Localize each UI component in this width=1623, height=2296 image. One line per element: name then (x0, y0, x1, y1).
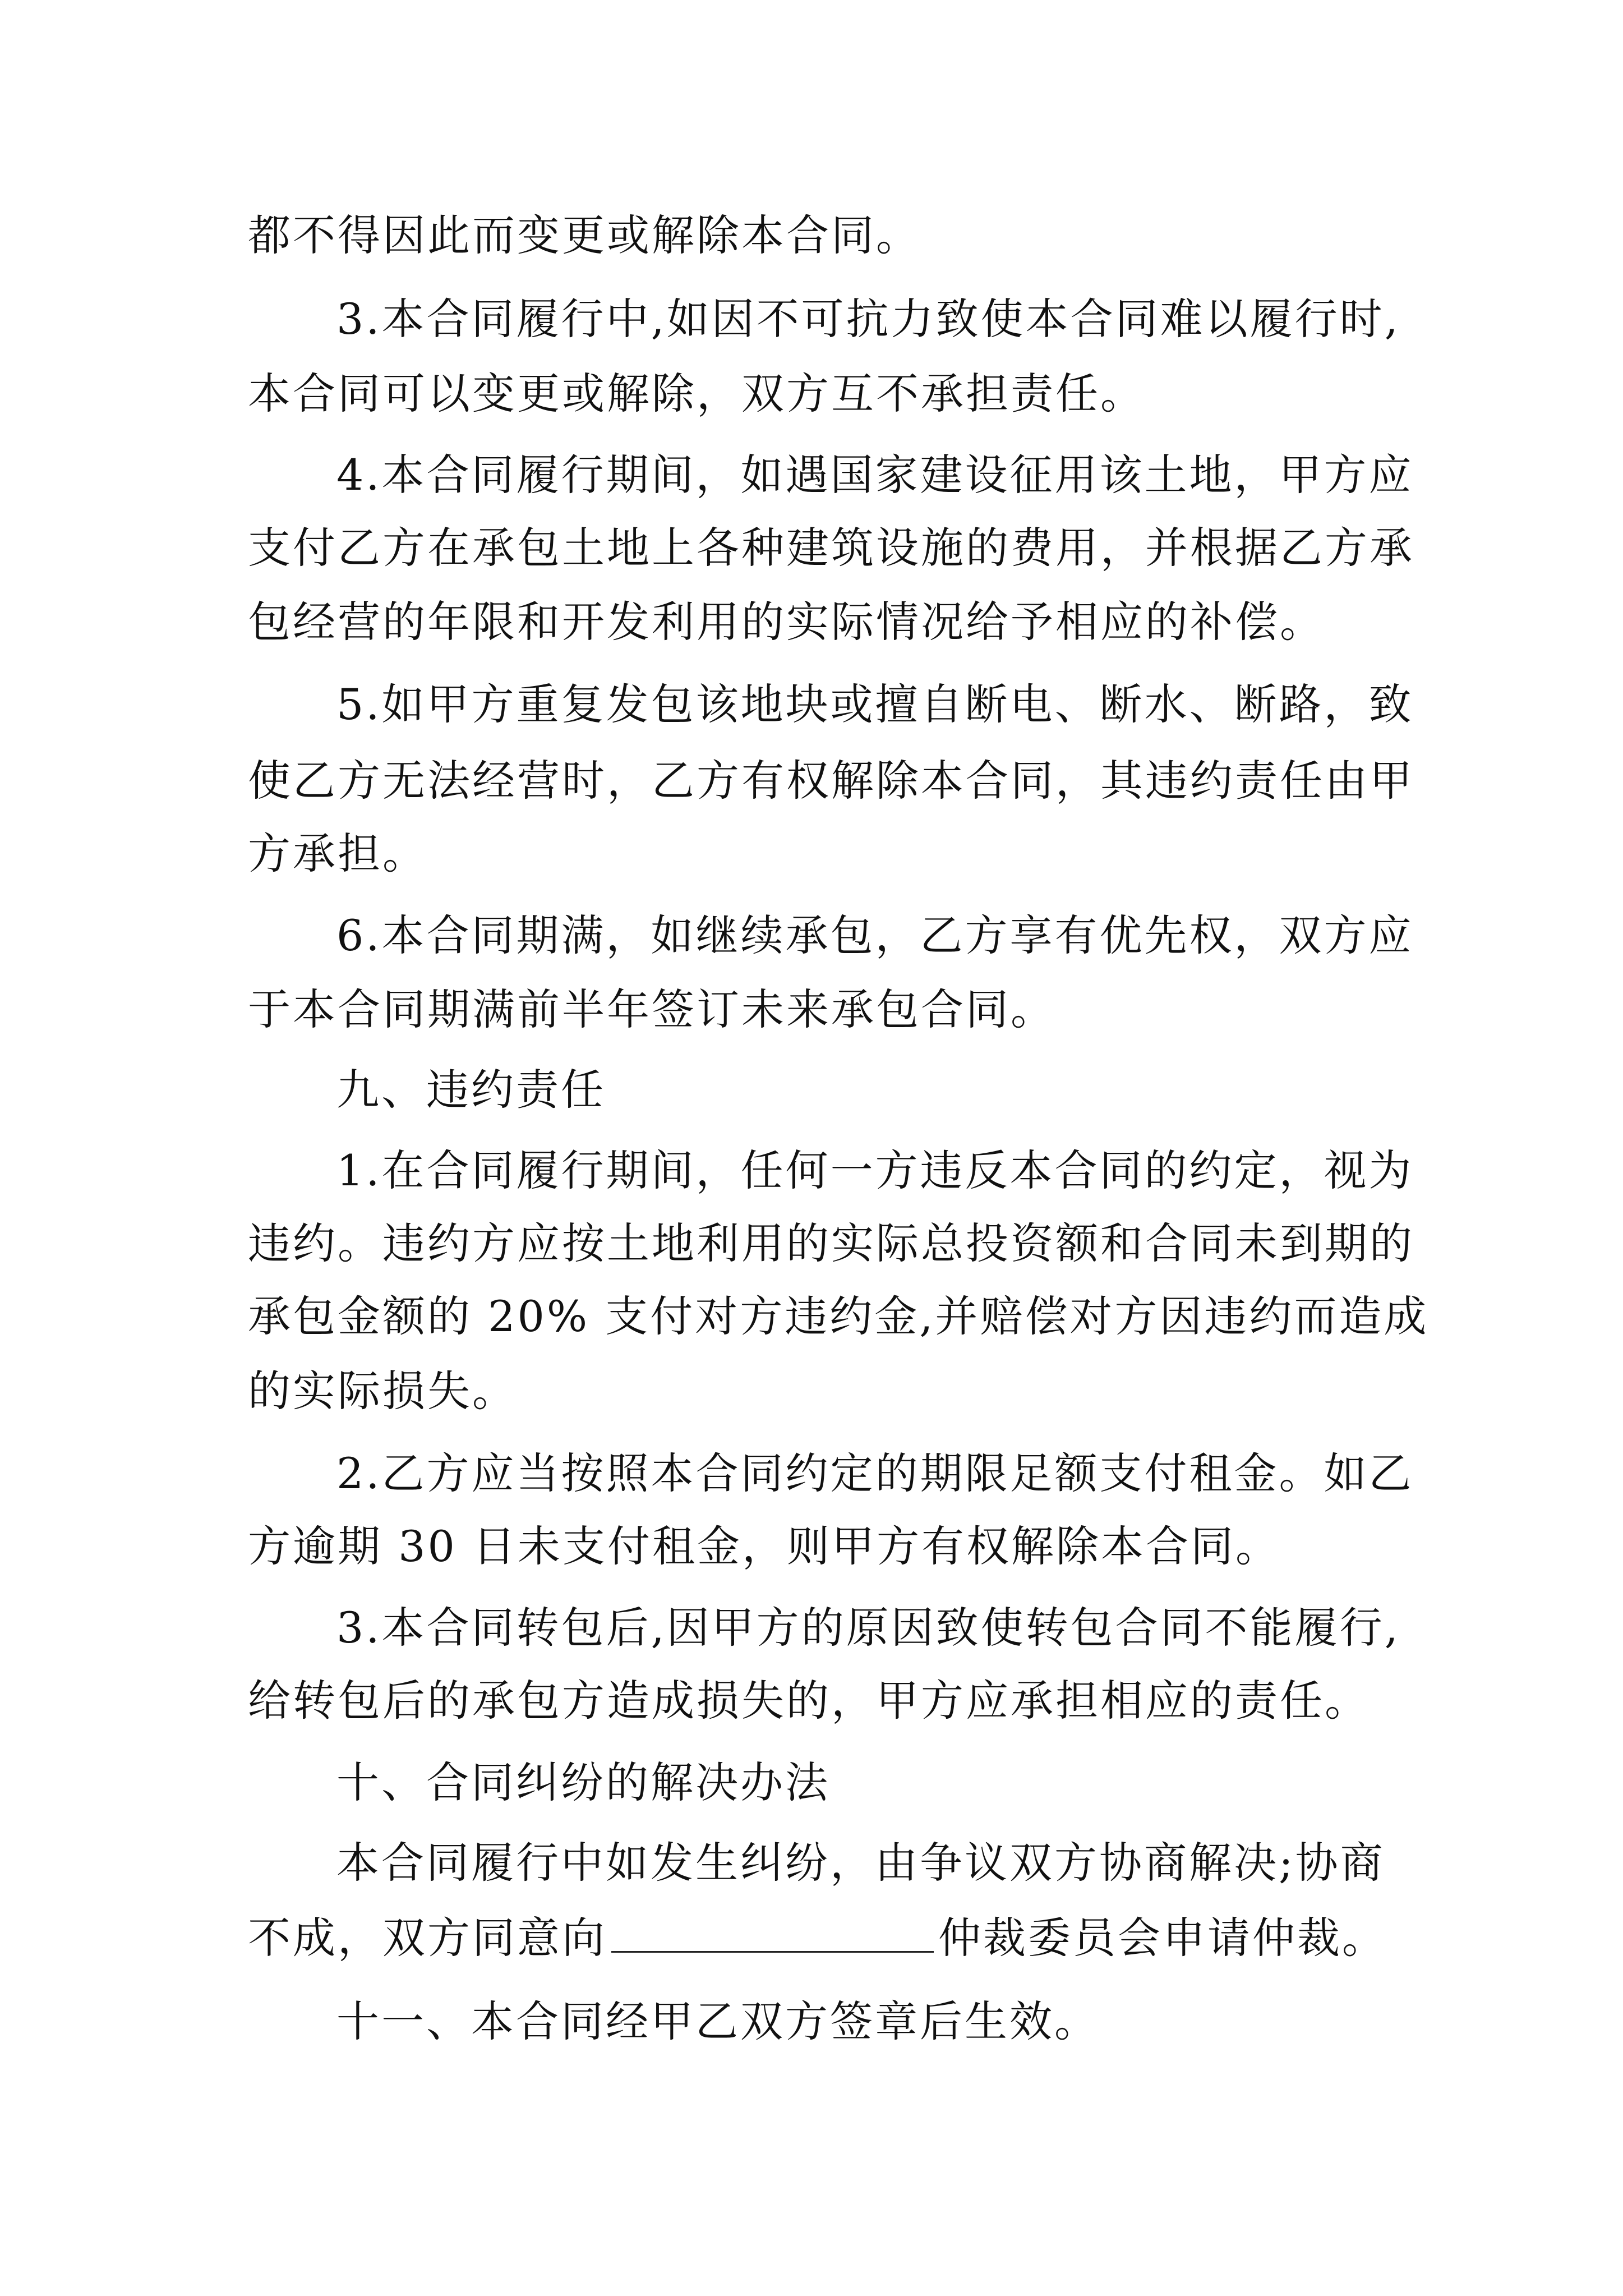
text-line: 6.本合同期满，如继续承包，乙方享有优先权，双方应 (336, 910, 1414, 960)
text-line: 1.在合同履行期间，任何一方违反本合同的约定，视为 (336, 1145, 1414, 1195)
text-line: 方承担。 (248, 829, 427, 878)
text-line: 违约。违约方应按土地利用的实际总投资额和合同未到期的 (248, 1218, 1414, 1268)
text-line: 的实际损失。 (248, 1366, 517, 1416)
arbitration-text-before: 不成，双方同意向 (248, 1913, 607, 1963)
text-line: 支付乙方在承包土地上各种建筑设施的费用，并根据乙方承 (248, 523, 1414, 573)
text-line: 方逾期 30 日未支付租金，则甲方有权解除本合同。 (248, 1521, 1281, 1571)
text-line: 3.本合同转包后,因甲方的原因致使转包合同不能履行, (336, 1603, 1400, 1653)
text-line: 本合同履行中如发生纠纷，由争议双方协商解决;协商 (336, 1838, 1385, 1888)
text-line: 3.本合同履行中,如因不可抗力致使本合同难以履行时, (336, 294, 1400, 344)
text-line: 包经营的年限和开发利用的实际情况给予相应的补偿。 (248, 597, 1325, 647)
text-line: 使乙方无法经营时，乙方有权解除本合同，其违约责任由甲 (248, 756, 1414, 806)
section-heading: 十一、本合同经甲乙双方签章后生效。 (336, 1996, 1099, 2046)
arbitration-line (248, 1899, 1398, 1977)
text-line: 5.如甲方重复发包该地块或擅自断电、断水、断路，致 (336, 679, 1414, 729)
text-line: 4.本合同履行期间，如遇国家建设征用该土地，甲方应 (336, 450, 1414, 500)
text-line: 承包金额的 20% 支付对方违约金,并赔偿对方因违约而造成 (248, 1291, 1429, 1341)
text-line: 都不得因此而变更或解除本合同。 (248, 210, 921, 260)
section-heading: 九、违约责任 (336, 1065, 606, 1115)
text-line: 2.乙方应当按照本合同约定的期限足额支付租金。如乙 (336, 1448, 1414, 1498)
text-line: 本合同可以变更或解除，双方互不承担责任。 (248, 369, 1145, 418)
arbitration-blank (611, 1912, 934, 1953)
text-line: 给转包后的承包方造成损失的，甲方应承担相应的责任。 (248, 1676, 1370, 1726)
text-line: 于本合同期满前半年签订未来承包合同。 (248, 984, 1055, 1034)
section-heading: 十、合同纠纷的解决办法 (336, 1757, 830, 1807)
arbitration-text-after: 仲裁委员会申请仲裁。 (938, 1913, 1387, 1963)
